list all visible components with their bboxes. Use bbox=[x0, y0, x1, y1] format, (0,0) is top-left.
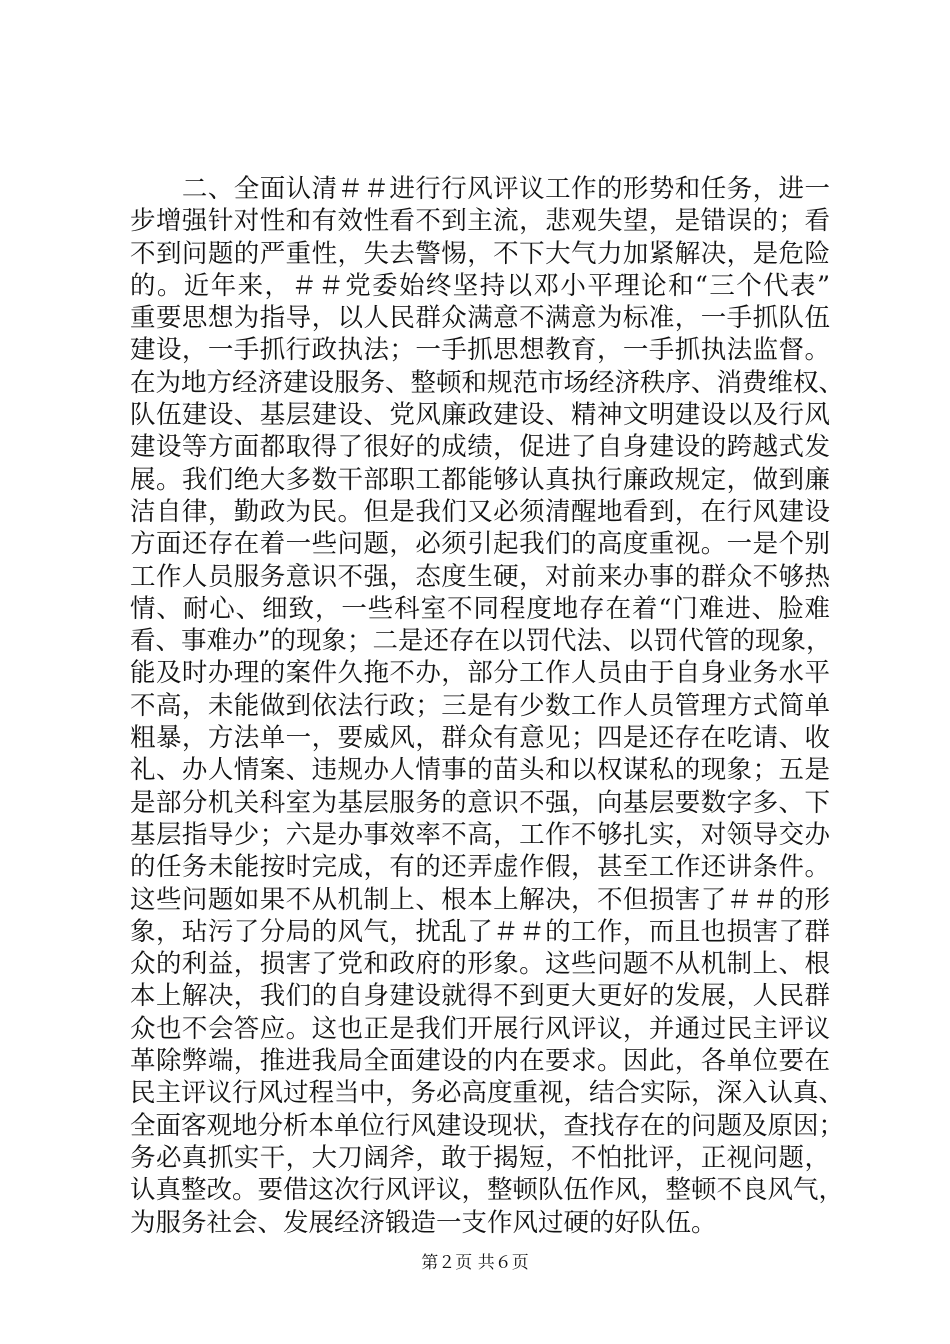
paragraph-line: 不高，未能做到依法行政；三是有少数工作人员管理方式简单 bbox=[130, 690, 830, 721]
paragraph-line: 看、事难办”的现象；二是还存在以罚代法、以罚代管的现象， bbox=[130, 626, 832, 657]
paragraph-line: 务必真抓实干，大刀阔斧，敢于揭短，不怕批评，正视问题， bbox=[130, 1142, 830, 1173]
paragraph-line: 认真整改。要借这次行风评议，整顿队伍作风，整顿不良风气， bbox=[130, 1175, 845, 1206]
paragraph-line: 象，玷污了分局的风气，扰乱了＃＃的工作，而且也损害了群 bbox=[130, 916, 830, 947]
paragraph-line: 建设等方面都取得了很好的成绩，促进了自身建设的跨越式发 bbox=[130, 432, 830, 463]
paragraph-line: 展。我们绝大多数干部职工都能够认真执行廉政规定，做到廉 bbox=[130, 464, 830, 495]
paragraph-line: 基层指导少；六是办事效率不高，工作不够扎实，对领导交办 bbox=[130, 819, 830, 850]
paragraph-line: 众也不会答应。这也正是我们开展行风评议，并通过民主评议 bbox=[130, 1013, 830, 1044]
paragraph-line: 礼、办人情案、违规办人情事的苗头和以权谋私的现象；五是 bbox=[130, 755, 830, 786]
paragraph-line: 情、耐心、细致，一些科室不同程度地存在着“门难进、脸难 bbox=[130, 593, 830, 624]
paragraph-line: 是部分机关科室为基层服务的意识不强，向基层要数字多、下 bbox=[130, 787, 830, 818]
paragraph-line: 这些问题如果不从机制上、根本上解决，不但损害了＃＃的形 bbox=[130, 884, 830, 915]
paragraph-line: 步增强针对性和有效性看不到主流，悲观失望，是错误的；看 bbox=[130, 206, 830, 237]
paragraph-line: 不到问题的严重性，失去警惕，不下大气力加紧解决，是危险 bbox=[130, 238, 830, 269]
paragraph-line: 的。近年来，＃＃党委始终坚持以邓小平理论和“三个代表” bbox=[130, 270, 830, 301]
paragraph-line: 队伍建设、基层建设、党风廉政建设、精神文明建设以及行风 bbox=[130, 400, 830, 431]
paragraph-line: 工作人员服务意识不强，态度生硬，对前来办事的群众不够热 bbox=[130, 561, 830, 592]
paragraph-line: 全面客观地分析本单位行风建设现状，查找存在的问题及原因； bbox=[130, 1110, 845, 1141]
paragraph-line: 民主评议行风过程当中，务必高度重视，结合实际，深入认真、 bbox=[130, 1078, 845, 1109]
paragraph-line: 革除弊端，推进我局全面建设的内在要求。因此，各单位要在 bbox=[130, 1046, 830, 1077]
paragraph-line: 建设，一手抓行政执法；一手抓思想教育，一手抓执法监督。 bbox=[130, 335, 830, 366]
paragraph-line: 本上解决，我们的自身建设就得不到更大更好的发展，人民群 bbox=[130, 981, 830, 1012]
body-paragraph bbox=[130, 173, 845, 1239]
paragraph-line: 重要思想为指导，以人民群众满意不满意为标准，一手抓队伍 bbox=[130, 303, 830, 334]
paragraph-line: 的任务未能按时完成，有的还弄虚作假，甚至工作还讲条件。 bbox=[130, 852, 830, 883]
paragraph-line: 能及时办理的案件久拖不办，部分工作人员由于自身业务水平 bbox=[130, 658, 830, 689]
paragraph-line: 众的利益，损害了党和政府的形象。这些问题不从机制上、根 bbox=[130, 949, 830, 980]
page-number-footer: 第２页 共６页 bbox=[421, 1253, 529, 1273]
paragraph-line: 为服务社会、发展经济锻造一支作风过硬的好队伍。 bbox=[130, 1207, 717, 1238]
paragraph-line: 方面还存在着一些问题，必须引起我们的高度重视。一是个别 bbox=[130, 529, 830, 560]
paragraph-line: 二、全面认清＃＃进行行风评议工作的形势和任务，进一 bbox=[130, 174, 830, 204]
paragraph-line: 洁自律，勤政为民。但是我们又必须清醒地看到，在行风建设 bbox=[130, 496, 830, 527]
paragraph-line: 粗暴，方法单一，要威风，群众有意见；四是还存在吃请、收 bbox=[130, 723, 830, 754]
paragraph-line: 在为地方经济建设服务、整顿和规范市场经济秩序、消费维权、 bbox=[130, 367, 845, 398]
